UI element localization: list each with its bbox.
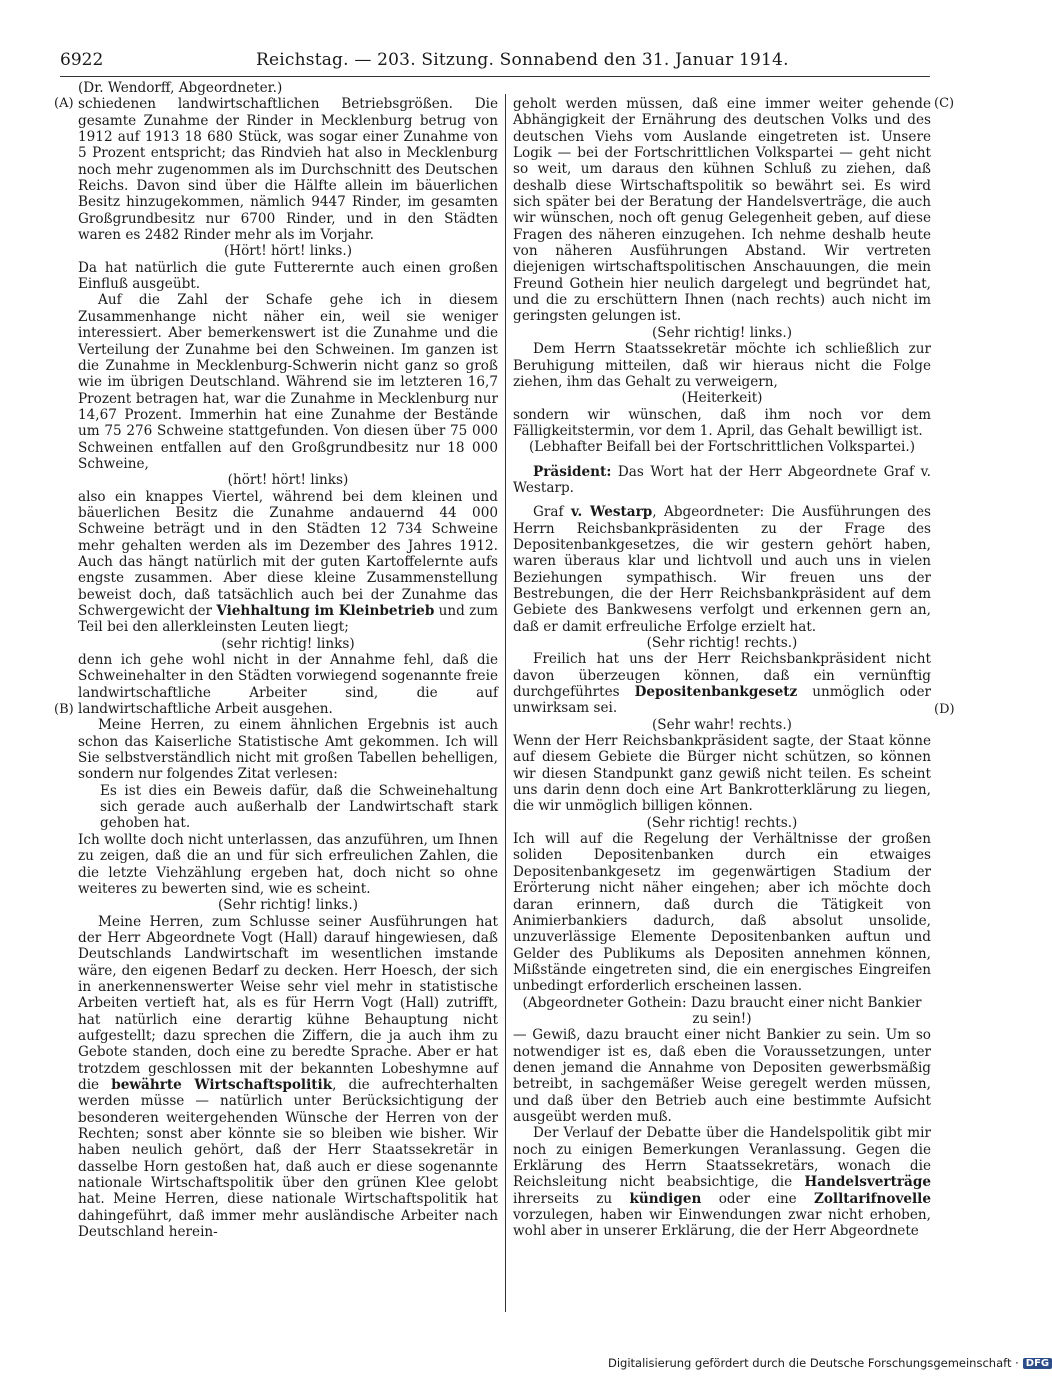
interjection: (Lebhafter Beifall bei der Fortschrittlichen Volkspartei.) [528, 439, 916, 456]
text-run: Das Wort hat der Herr Abgeordnete Graf v. Westarp. [513, 463, 931, 496]
paragraph: Dem Herrn Staatssekretär möchte ich schließlich zur Beruhigung mitteilen, daß wir hieraus nicht die Folge ziehen, ihm das Gehalt zu verweigern, [513, 341, 931, 390]
paragraph [513, 651, 931, 716]
interjection: (Abgeordneter Gothein: Dazu braucht einer nicht Bankier zu sein!) [522, 994, 922, 1027]
emphasis-text: bewährte Wirtschaftspolitik [111, 1076, 333, 1093]
column-divider [505, 94, 506, 1312]
running-head: Reichstag. — 203. Sitzung. Sonnabend den 31. Januar 1914. [256, 50, 789, 70]
text-run: also ein knappes Viertel, während bei dem kleinen und bäuerlichen Besitz die Zunahme andauernd 44 000 Schweine beträgt und in den Städten 12 734 Schweine mehr gehalten werden als im Dezember des Jahres 1912. Auch das hängt natürlich mit der guten Kartoffelernte aufs engste zusammen. Aber diese kleine Zusammenstellung beweist doch, daß tatsächlich auch bei der Zunahme das Schwergewicht der [78, 488, 498, 619]
interjection: (Sehr richtig! rechts.) [646, 814, 798, 831]
emphasis-text: Zolltarifnovelle [813, 1190, 931, 1207]
text-run: und zum Teil bei den allerkleinsten Leuten liegt; [78, 603, 498, 636]
speaker-label: v. Westarp [570, 504, 653, 521]
text-run: Graf [533, 504, 571, 521]
paragraph: Auf die Zahl der Schafe gehe ich in diesem Zusammenhange nicht näher ein, weil sie weniger interessiert. Aber bemerkenswert ist die Zunahme und die Verteilung der Zunahme bei den Schweinen. Im ganzen ist die Zunahme in Mecklenburg-Schwerin nicht ganz so groß wie im übrigen Deutschland. Während sie im letzteren 16,7 Prozent betragen hat, war die Zunahme in Mecklenburg nur 14,67 Prozent. Immerhin hat eine Zunahme der Bestände um 75 276 Schweine stattgefunden. Von diesen über 75 000 Schweinen entfallen auf den Großgrundbesitz nur 18 000 Schweine, [78, 292, 498, 472]
speaker-note: (Dr. Wendorff, Abgeordneter.) [78, 80, 283, 96]
text-run: Meine Herren, zum Schlusse seiner Ausführungen hat der Herr Abgeordnete Vogt (Hall) darauf hingewiesen, daß Deutschlands Landwirtschaft im wesentlichen imstande wäre, den eigenen Bedarf zu decken. Herr Hoesch, der sich in anerkennenswerter Weise sehr viel mehr in statistische Arbeiten vertieft hat, als es für Herrn Vogt (Hall) zutrifft, hat natürlich eine derartig kühne Behauptung nicht aufgestellt; dazu sprechen die Ziffern, die ja auch ihm zu Gebote standen, doch eine zu beredte Sprache. Aber er hat trotzdem geschlossen mit der bekannten Lobeshymne auf die [78, 913, 498, 1093]
interjection: (sehr richtig! links) [221, 635, 355, 652]
paragraph: schiedenen landwirtschaftlichen Betriebsgrößen. Die gesamte Zunahme der Rinder in Mecklenburg betrug von 1912 auf 1913 18 680 Stück, was sogar einer Zunahme von 5 Prozent entspricht; das Rindvieh hat also in Mecklenburg noch mehr zugenommen als im Durchschnitt des Deutschen Reichs. Davon sind über die Hälfte allein im bäuerlichen Besitz hinzugekommen, nämlich 9447 Rinder, im gesamten Großgrundbesitz nur 6700 Rinder, und in den Städten waren es 2482 Rinder mehr als im Vorjahr. [78, 96, 498, 244]
emphasis-text: Depositenbankgesetz [634, 684, 798, 701]
paragraph: geholt werden müssen, daß eine immer weiter gehende Abhängigkeit der Ernährung des deutschen Volks und des deutschen Viehs vom Auslande eingetreten ist. Unsere Logik — bei der Fortschrittlichen Volkspartei — geht nicht so weit, um daraus den kühnen Schluß zu ziehen, daß deshalb diese Wirtschaftspolitik so bewährt sei. Es wird sich später bei der Beratung der Handelsverträge, die auch wir wünschen, noch oft genug Gelegenheit geben, auf diese Fragen des näheren einzugehen. Ich nehme deshalb heute von näheren Ausführungen Abstand. Wir vertreten diejenigen wirtschaftspolitischen Anschauungen, die mein Freund Gothein hier neulich dargelegt und begründet hat, und die zu erschüttern Ihnen (nach rechts) auch nicht im geringsten gelungen ist. [513, 96, 931, 325]
dfg-logo-icon: DFG [1023, 1358, 1052, 1369]
margin-mark-a: (A) [54, 96, 74, 111]
emphasis-text: Viehhaltung im Kleinbetrieb [216, 603, 435, 619]
text-run: vorzulegen, haben wir Einwendungen zwar nicht erhoben, wohl aber in unserer Erklärung, die der Herr Abgeordnete [513, 1207, 931, 1240]
left-column [78, 80, 498, 1240]
page-header [60, 48, 930, 74]
interjection: (hört! hört! links) [227, 472, 349, 489]
right-column [513, 80, 931, 1240]
margin-mark-b: (B) [54, 702, 74, 717]
text-run: unmöglich oder unwirksam sei. [513, 684, 931, 717]
text-run: , die aufrechterhalten werden müsse — natürlich unter Berücksichtigung der besonderen weitergehenden Wünsche der Herren von der Rechten; sonst aber könnte sie so bleiben wie bisher. Wir haben neulich gehört, daß der Herr Staatssekretär in dasselbe Horn gestoßen hat, daß auch er diese sogenannte nationale Wirtschaftspolitik über den grünen Klee gelobt hat. Meine Herren, diese nationale Wirtschaftspolitik hat dahingeführt, daß immer mehr ausländische Arbeiter nach Deutschland herein- [78, 1076, 498, 1241]
interjection: (Sehr richtig! rechts.) [646, 635, 798, 651]
interjection: (Hört! hört! links.) [223, 243, 353, 260]
page-number: 6922 [60, 50, 104, 70]
text-run: Freilich hat uns der Herr Reichsbankpräsident nicht davon überzeugen können, daß ein vernünftig durchgeführtes [513, 651, 931, 701]
paragraph: Ich wollte doch nicht unterlassen, das anzuführen, um Ihnen zu zeigen, daß die an und für sich erfreulichen Zahlen, die die letzte Viehzählung ergeben hat, doch nicht so ohne weiteres zu bewerten sind, wie es scheint. [78, 831, 498, 897]
emphasis-text: Handelsverträge [804, 1174, 931, 1191]
interjection: (Heiterkeit) [681, 390, 763, 407]
interjection: (Sehr richtig! links.) [651, 324, 793, 341]
paragraph [513, 1125, 931, 1239]
quotation: Es ist dies ein Beweis dafür, daß die Schweinehaltung sich gerade auch außerhalb der Landwirtschaft stark gehoben hat. [100, 782, 498, 832]
interjection: (Sehr richtig! links.) [217, 897, 359, 914]
text-run: ihrerseits zu [513, 1190, 630, 1207]
paragraph: denn ich gehe wohl nicht in der Annahme fehl, daß die Schweinehalter in den Städten vorwiegend sogenannte freie landwirtschaftliche Arbeiter sind, die auf landwirtschaftliche Arbeit ausgehen. [78, 652, 498, 718]
text-run: oder eine [701, 1190, 814, 1207]
paragraph: Ich will auf die Regelung der Verhältnisse der großen soliden Depositenbanken durch ein etwaiges Depositenbankgesetz im gegenwärtigen Stadium der Erörterung nicht näher eingehen; aber ich möchte doch daran erinnern, daß durch die Tätigkeit von Animierbankiers dadurch, daß absolut unsolide, unzuverlässige Elemente Depositenbanken auftun und Gelder des Publikums als Depositen annehmen können, Mißstände eingetreten sind, die ein energisches Eingreifen unbedingt erforderlich erscheinen lassen. [513, 831, 931, 995]
speaker-label: Präsident: [533, 463, 612, 480]
paragraph: sondern wir wünschen, daß ihm noch vor dem Fälligkeitstermin, vor dem 1. April, das Gehalt bewilligt ist. [513, 406, 931, 439]
paragraph [78, 489, 498, 636]
paragraph: Da hat natürlich die gute Futterernte auch einen großen Einfluß ausgeübt. [78, 259, 498, 293]
text-run: , Abgeordneter: Die Ausführungen des Herrn Reichsbankpräsidenten zu der Frage des Depositenbankgesetzes, die wir gestern gehört haben, waren überaus klar und lichtvoll und auch uns in vielen Beziehungen sympathisch. Wir freuen uns der Bestrebungen, die der Herr Reichsbankpräsident auf dem Gebiete des Bankwesens verfolgt und erkennen gern an, daß er damit erfreuliche Erfolge erzielt hat. [513, 504, 931, 635]
credit-text: Digitalisierung gefördert durch die Deutsche Forschungsgemeinschaft · [608, 1356, 1019, 1370]
paragraph [78, 914, 498, 1241]
interjection: (Sehr wahr! rechts.) [652, 716, 792, 733]
margin-mark-c: (C) [934, 96, 955, 111]
paragraph [513, 504, 931, 635]
paragraph [513, 464, 931, 497]
emphasis-text: kündigen [629, 1190, 702, 1207]
digitization-credit [608, 1356, 1052, 1370]
header-rule [60, 76, 930, 77]
text-run: Der Verlauf der Debatte über die Handelspolitik gibt mir noch zu einigen Bemerkungen Veranlassung. Gegen die Erklärung des Herrn Staatssekretärs, wonach die Reichsleitung nicht beabsichtige, die [513, 1125, 931, 1191]
paragraph: Wenn der Herr Reichsbankpräsident sagte, der Staat könne auf diesem Gebiete die Bürger nicht schützen, so können wir diesen Standpunkt ganz gewiß nicht teilen. Es scheint uns darin denn doch eine Art Bankrotterklärung zu liegen, die wir unmöglich billigen können. [513, 733, 931, 815]
paragraph: Meine Herren, zu einem ähnlichen Ergebnis ist auch schon das Kaiserliche Statistische Amt gekommen. Ich will Sie selbstverständlich nicht mit großen Tabellen behelligen, sondern nur folgendes Zitat verlesen: [78, 717, 498, 783]
paragraph: — Gewiß, dazu braucht einer nicht Bankier zu sein. Um so notwendiger ist es, daß eben die Voraussetzungen, unter denen jemand die Annahme von Depositen gewerbsmäßig betreibt, in sachgemäßer Weise geregelt werden müssen, und daß über den Betrieb auch eine bestimmte Aufsicht ausgeübt werden muß. [513, 1027, 931, 1125]
margin-mark-d: (D) [934, 702, 955, 717]
